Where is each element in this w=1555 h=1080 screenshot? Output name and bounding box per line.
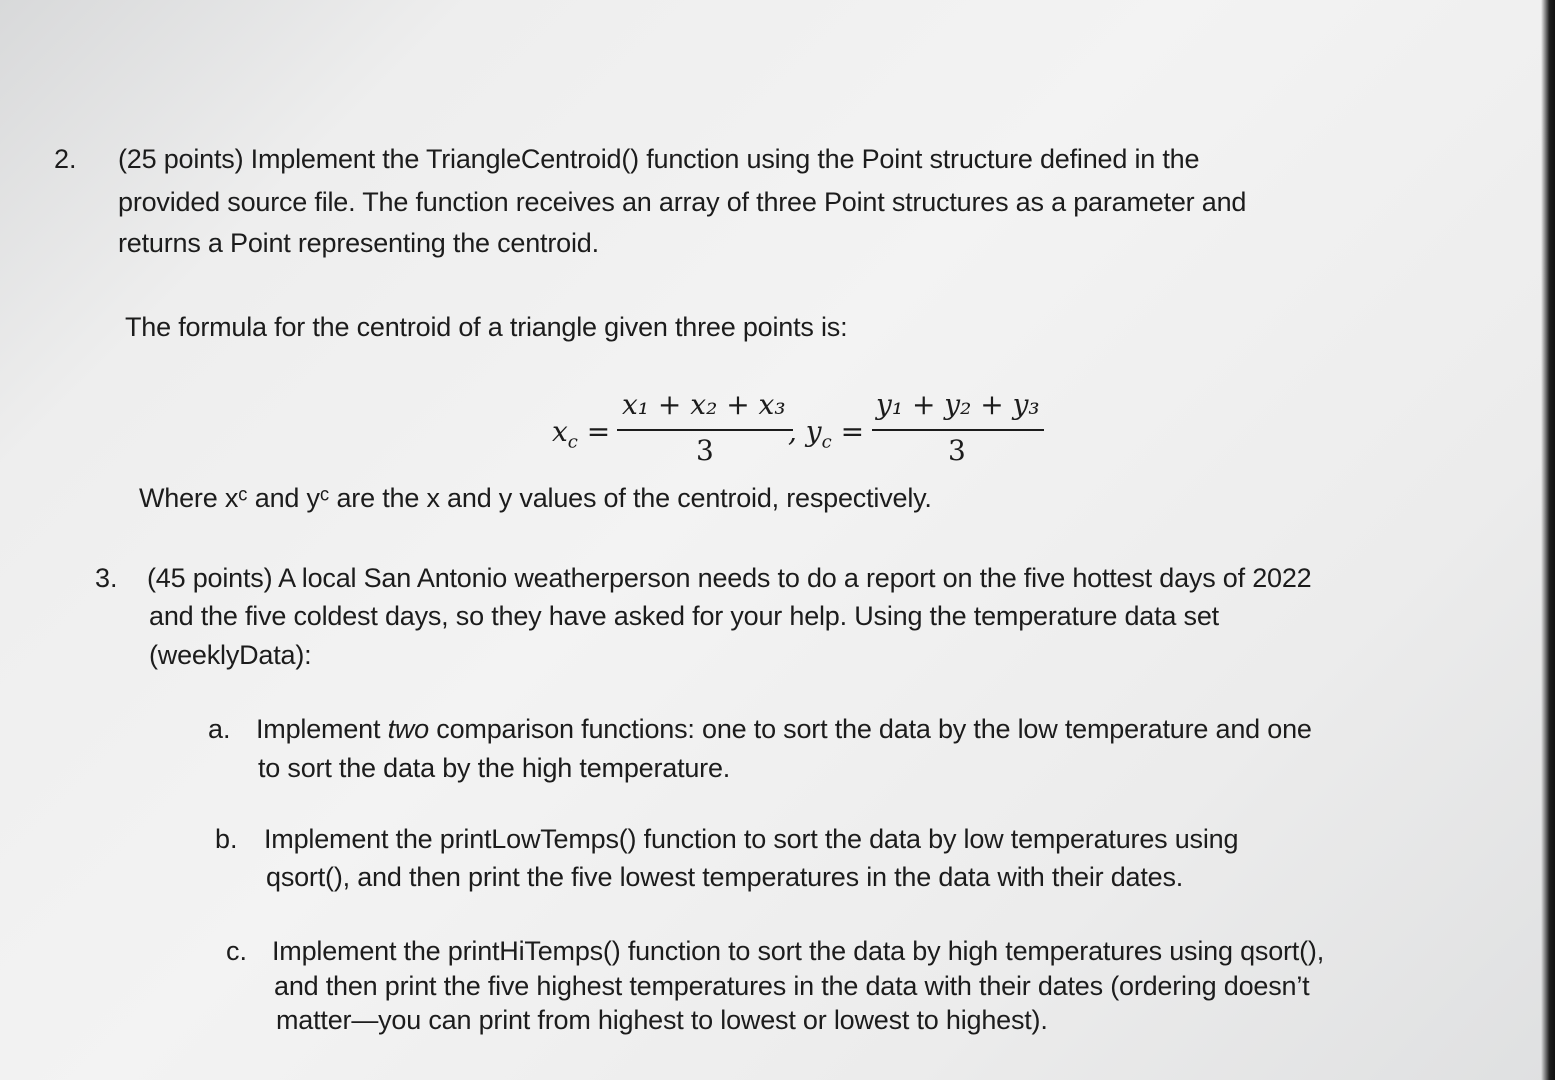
item-b-letter: b. (215, 824, 238, 854)
item-c-line-1: Implement the printHiTemps() function to sort the data by high temperatures using qsort(), (272, 936, 1324, 966)
yc-fraction-bar (872, 429, 1044, 431)
item-c-line-3: matter—you can print from highest to lowest or lowest to highest). (276, 1005, 1048, 1035)
item-a-text-pre: Implement (256, 714, 388, 744)
item-b-line-1: Implement the printLowTemps() function to sort the data by low temperatures using (264, 824, 1239, 854)
item-c-letter: c. (226, 936, 248, 966)
q3-line-3: (weeklyData): (149, 640, 312, 670)
q2-number: 2. (54, 144, 77, 174)
item-a-text-post: comparison functions: one to sort the data by the low temperature and one (428, 714, 1312, 744)
item-a-emphasis: two (387, 714, 429, 744)
yc-denominator: 3 (948, 434, 966, 467)
yc-symbol: , $y_c$ = (788, 415, 865, 453)
q2-line-2: provided source file. The function receives an array of three Point structures as a parameter and (118, 187, 1247, 217)
where-text: Where xᶜ and yᶜ are the x and y values of the centroid, respectively. (139, 483, 932, 513)
q3-line-2: and the five coldest days, so they have asked for your help. Using the temperature data set (149, 601, 1219, 631)
xc-denominator: 3 (696, 434, 714, 467)
item-c-line-2: and then print the five highest temperatures in the data with their dates (ordering doesn’t (274, 971, 1310, 1001)
q2-line-3: returns a Point representing the centroid. (118, 228, 599, 258)
q2-line-1: (25 points) Implement the TriangleCentroid() function using the Point structure defined in the (118, 144, 1200, 174)
q3-line-1: (45 points) A local San Antonio weatherperson needs to do a report on the five hottest days of 2022 (147, 563, 1312, 593)
item-a-line-1 (256, 708, 1312, 750)
item-a-line-2: to sort the data by the high temperature. (258, 753, 731, 783)
xc-fraction-bar (617, 429, 793, 431)
monitor-bezel-edge (1541, 0, 1555, 1080)
yc-numerator: y₁ + y₂ + y₃ (876, 388, 1040, 421)
item-a-letter: a. (208, 714, 231, 744)
item-b-line-2: qsort(), and then print the five lowest temperatures in the data with their dates. (266, 862, 1184, 892)
xc-symbol: $x_c$ = (552, 415, 611, 453)
xc-numerator: x₁ + x₂ + x₃ (622, 388, 786, 421)
formula-intro: The formula for the centroid of a triangle given three points is: (125, 312, 848, 342)
q3-number: 3. (95, 563, 118, 593)
